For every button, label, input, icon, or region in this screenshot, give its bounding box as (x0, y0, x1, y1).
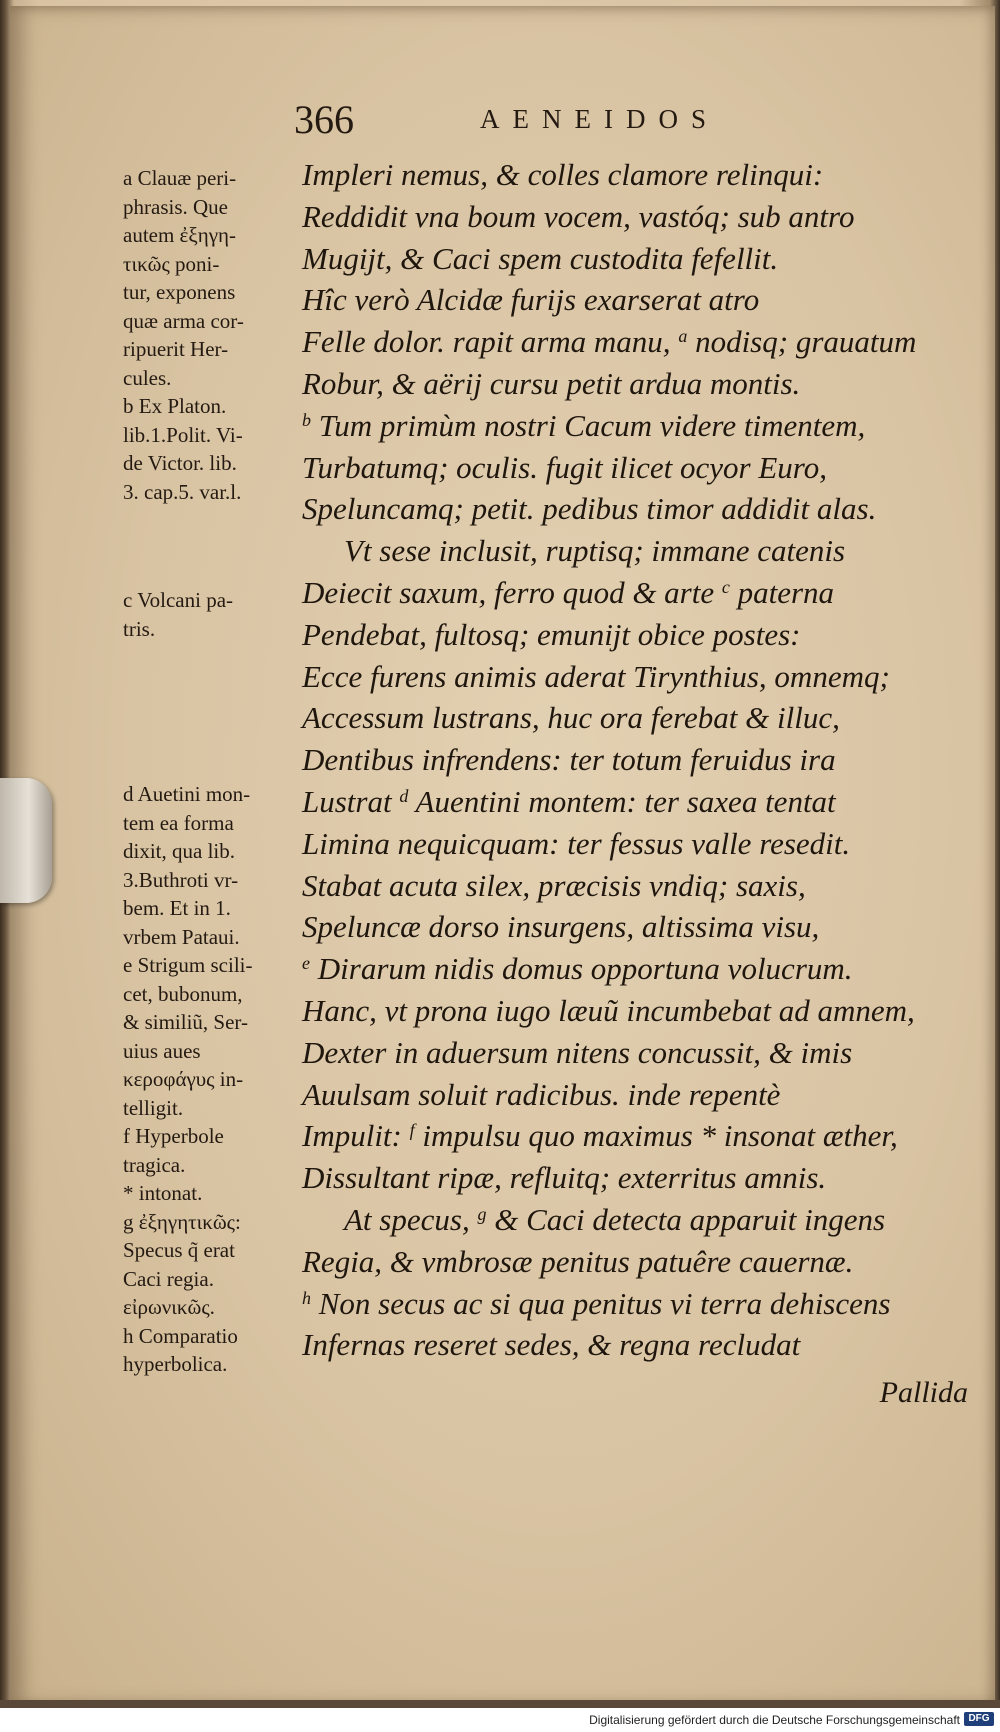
marginal-note-line: quæ arma cor- (123, 308, 244, 333)
verse-line (302, 1115, 982, 1157)
verse-segment: Speluncæ dorso insurgens, altissima visu, (302, 909, 820, 945)
marginal-note-line: autem ἐξηγη- (123, 223, 236, 247)
verse-segment: Stabat acuta silex, præcisis vndiq; saxis, (302, 867, 806, 903)
marginal-note-line: ripuerit Her- (123, 337, 229, 361)
marginal-note-line: tur, exponens (123, 280, 236, 304)
verse-line (302, 739, 982, 781)
verse-line (302, 572, 982, 614)
marginal-note-line: tris. (123, 616, 156, 641)
verse-segment: Hîc verò Alcidæ furijs exarserat atro (302, 282, 760, 318)
verse-segment: Hanc, vt prona iugo læuũ incumbebat ad amnem, (302, 992, 915, 1028)
verse-line (302, 1032, 982, 1074)
verse-line (302, 865, 982, 907)
verse-line (302, 488, 982, 530)
marginal-note-line: 3. cap.5. var.l. (123, 479, 242, 504)
verse-segment: Dexter in aduersum nitens concussit, & imis (302, 1034, 853, 1070)
verse-line (302, 447, 982, 489)
verse-segment: Dirarum nidis domus opportuna volucrum. (310, 951, 853, 987)
marginal-note-line: Specus q̃ erat (123, 1238, 235, 1262)
marginal-note-line: e Strigum scili- (123, 953, 253, 977)
marginal-note-line: tragica. (123, 1152, 186, 1177)
marginal-note-line: bem. Et in 1. (123, 896, 231, 920)
marginal-note-line: a Clauæ peri- (123, 166, 237, 190)
verse-segment: Accessum lustrans, huc ora ferebat & illuc, (302, 700, 840, 736)
marginal-note-line: lib.1.Polit. Vi- (123, 422, 243, 447)
note-marker: c (721, 576, 730, 597)
marginal-notes-top (123, 164, 298, 506)
verse-segment: Robur, & aërij cursu petit ardua montis. (302, 365, 801, 401)
marginal-note-line: vrbem Pataui. (123, 924, 240, 949)
verse-segment: Lustrat (302, 783, 400, 819)
verse-line (302, 1324, 982, 1366)
verse-segment: Impulit: (302, 1118, 410, 1154)
page-bottom-edge (0, 1700, 1000, 1708)
marginal-notes-middle (123, 586, 298, 643)
verse-text (302, 154, 982, 1414)
marginal-note-line: * intonat. (123, 1181, 203, 1205)
verse-segment: Limina nequicquam: ter fessus valle resedit. (302, 825, 851, 861)
dfg-logo: DFG (964, 1712, 994, 1726)
note-marker: g (477, 1203, 487, 1224)
page-number: 366 (294, 97, 354, 142)
verse-line (302, 238, 982, 280)
verse-segment: Dissultant ripæ, refluitq; exterritus amnis. (302, 1160, 827, 1196)
verse-line (302, 948, 982, 990)
marginal-note-line: 3.Buthroti vr- (123, 867, 239, 892)
marginal-note-line: b Ex Platon. (123, 394, 227, 418)
marginal-note-line: cules. (123, 365, 172, 390)
running-header (290, 96, 930, 142)
verse-segment: Felle dolor. rapit arma manu, (302, 324, 679, 360)
note-marker: d (399, 785, 409, 806)
verse-line (302, 530, 982, 572)
marginal-notes-bottom (123, 780, 298, 1379)
verse-segment: Tum primùm nostri Cacum videre timentem, (311, 407, 866, 443)
verse-line (302, 823, 982, 865)
verse-line (302, 1199, 982, 1241)
footer-bar (0, 1708, 1000, 1732)
verse-segment: impulsu quo maximus * insonat æther, (414, 1118, 898, 1154)
verse-segment: Deiecit saxum, ferro quod & arte (302, 574, 722, 610)
running-title: AENEIDOS (480, 104, 719, 134)
verse-line (302, 154, 982, 196)
verse-segment: Turbatumq; oculis. fugit ilicet ocyor Euro, (302, 449, 827, 485)
marginal-note-line: d Auetini mon- (123, 782, 251, 806)
verse-segment: Reddidit vna boum vocem, vastóq; sub antro (302, 198, 855, 234)
note-marker: f (409, 1120, 415, 1141)
marginal-note-line: εἰρωνικῶς. (123, 1295, 215, 1319)
verse-line (302, 697, 982, 739)
verse-line (302, 363, 982, 405)
verse-segment: Infernas reseret sedes, & regna recludat (302, 1327, 801, 1363)
verse-line (302, 1283, 982, 1325)
verse-segment: Pendebat, fultosq; emunijt obice postes: (302, 616, 801, 652)
marginal-note-line: dixit, qua lib. (123, 839, 235, 863)
verse-line (302, 279, 982, 321)
verse-line (302, 405, 982, 447)
verse-segment: At specus, (344, 1201, 478, 1237)
verse-line (302, 990, 982, 1032)
page-clip (0, 778, 52, 903)
note-marker: a (678, 326, 688, 347)
verse-segment: & Caci detecta apparuit ingens (486, 1201, 886, 1237)
verse-segment: Impleri nemus, & colles clamore relinqui: (302, 157, 824, 192)
verse-segment: Dentibus infrendens: ter totum feruidus ira (302, 742, 836, 778)
book-page (10, 6, 995, 1706)
verse-segment: Mugijt, & Caci spem custodita fefellit. (302, 240, 779, 276)
note-marker: h (302, 1287, 311, 1308)
verse-line (302, 1074, 982, 1116)
marginal-note-line: f Hyperbole (123, 1124, 224, 1148)
marginal-note-line: κεροφάγυς in- (123, 1067, 244, 1091)
marginal-note-line: hyperbolica. (123, 1352, 228, 1376)
marginal-note-line: tem ea forma (123, 810, 234, 835)
footer-credit: Digitalisierung gefördert durch die Deutsche Forschungsgemeinschaft (589, 1713, 960, 1727)
marginal-note-line: cet, bubonum, (123, 981, 243, 1006)
verse-segment: Ecce furens animis aderat Tirynthius, omnemq; (302, 658, 890, 694)
verse-line (302, 781, 982, 823)
marginal-note-line: g ἐξηγητικῶς: (123, 1209, 241, 1234)
verse-segment: Auentini montem: ter saxea tentat (408, 783, 836, 819)
marginal-note-line: τικῶς poni- (123, 251, 220, 276)
verse-line (302, 1157, 982, 1199)
marginal-note-line: c Volcani pa- (123, 588, 234, 612)
verse-line (302, 196, 982, 238)
verse-line (302, 1241, 982, 1283)
marginal-note-line: telligit. (123, 1095, 184, 1120)
verse-line (302, 656, 982, 698)
verse-line (302, 906, 982, 948)
verse-line (302, 614, 982, 656)
verse-segment: paterna (729, 574, 835, 610)
marginal-note-line: de Victor. lib. (123, 451, 237, 475)
verse-segment: Vt sese inclusit, ruptisq; immane catenis (344, 533, 846, 569)
note-marker: e (302, 953, 310, 974)
verse-segment: Non secus ac si qua penitus vi terra dehiscens (311, 1285, 891, 1321)
marginal-note-line: h Comparatio (123, 1323, 238, 1348)
marginal-note-line: & similiũ, Ser- (123, 1010, 248, 1034)
verse-segment: Speluncamq; petit. pedibus timor addidit alas. (302, 491, 877, 527)
marginal-note-line: uius aues (123, 1038, 201, 1063)
marginal-note-line: phrasis. Que (123, 194, 228, 219)
verse-segment: nodisq; grauatum (687, 324, 917, 360)
catchword: Pallida (879, 1376, 968, 1410)
verse-segment: Auulsam soluit radicibus. inde repentè (302, 1076, 781, 1112)
marginal-note-line: Caci regia. (123, 1266, 214, 1291)
verse-line (302, 321, 982, 363)
verse-segment: Regia, & vmbrosæ penitus patuêre cauernæ. (302, 1243, 854, 1279)
note-marker: b (302, 409, 311, 430)
